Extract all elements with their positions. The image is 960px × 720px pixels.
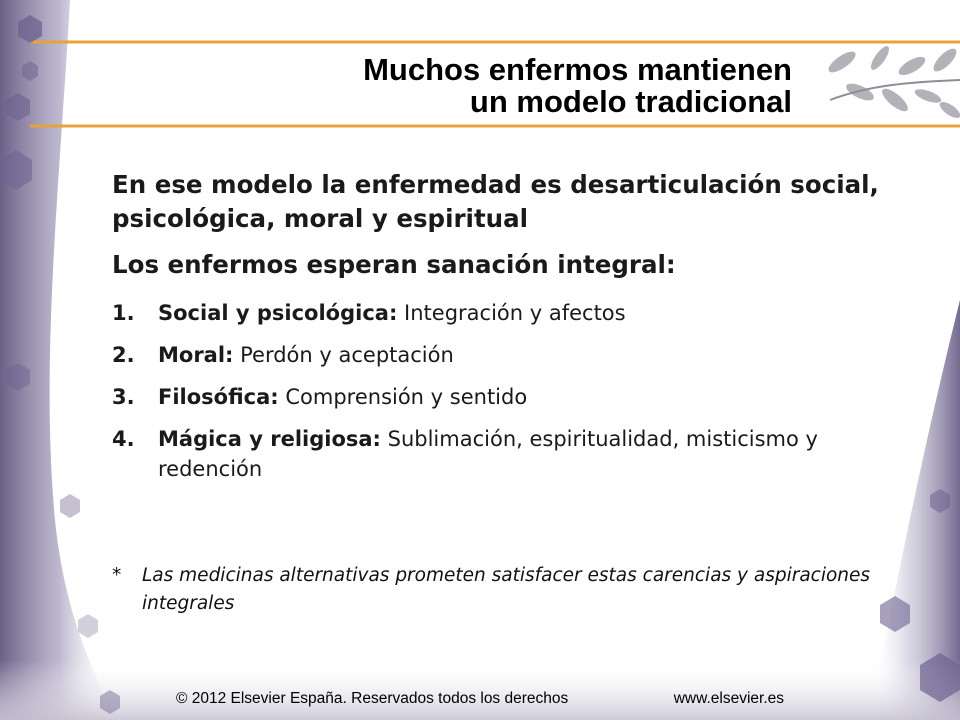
list-item <box>112 340 902 370</box>
statement-integral-healing: Los enfermos esperan sanación integral: <box>112 250 676 279</box>
slide-title-line-1: Muchos enfermos mantienen <box>363 52 792 87</box>
list-item-term: Moral: <box>158 343 234 367</box>
list-item-number: 1. <box>112 301 135 325</box>
list-item-term: Filosófica: <box>158 385 279 409</box>
footnote-marker: * <box>112 565 122 586</box>
list-item-number: 2. <box>112 343 135 367</box>
list-item-term: Mágica y religiosa: <box>158 427 381 451</box>
list-item-term: Social y psicológica: <box>158 301 398 325</box>
footer-copyright: © 2012 Elsevier España. Reservados todos los derechos <box>176 690 569 707</box>
slide-body <box>112 168 902 484</box>
list-item <box>112 298 902 328</box>
slide-title-line-2: un modelo tradicional <box>469 84 792 119</box>
healing-list <box>112 298 902 484</box>
statement-disease-model: En ese modelo la enfermedad es desarticulación social, psicológica, moral y espiritual <box>112 170 879 233</box>
list-item-number: 4. <box>112 427 135 451</box>
list-item-text: Sublimación, espiritualidad, misticismo y redención <box>158 427 818 481</box>
list-item-number: 3. <box>112 385 135 409</box>
list-item <box>112 382 902 412</box>
list-item-text: Comprensión y sentido <box>278 385 528 409</box>
footer-url[interactable]: www.elsevier.es <box>673 690 784 707</box>
slide-title <box>363 54 792 118</box>
list-item <box>112 424 902 484</box>
footnote <box>112 562 902 618</box>
footnote-text: Las medicinas alternativas prometen satisfacer estas carencias y aspiraciones integrales <box>142 565 871 614</box>
list-item-text: Integración y afectos <box>397 301 626 325</box>
list-item-text: Perdón y aceptación <box>233 343 454 367</box>
